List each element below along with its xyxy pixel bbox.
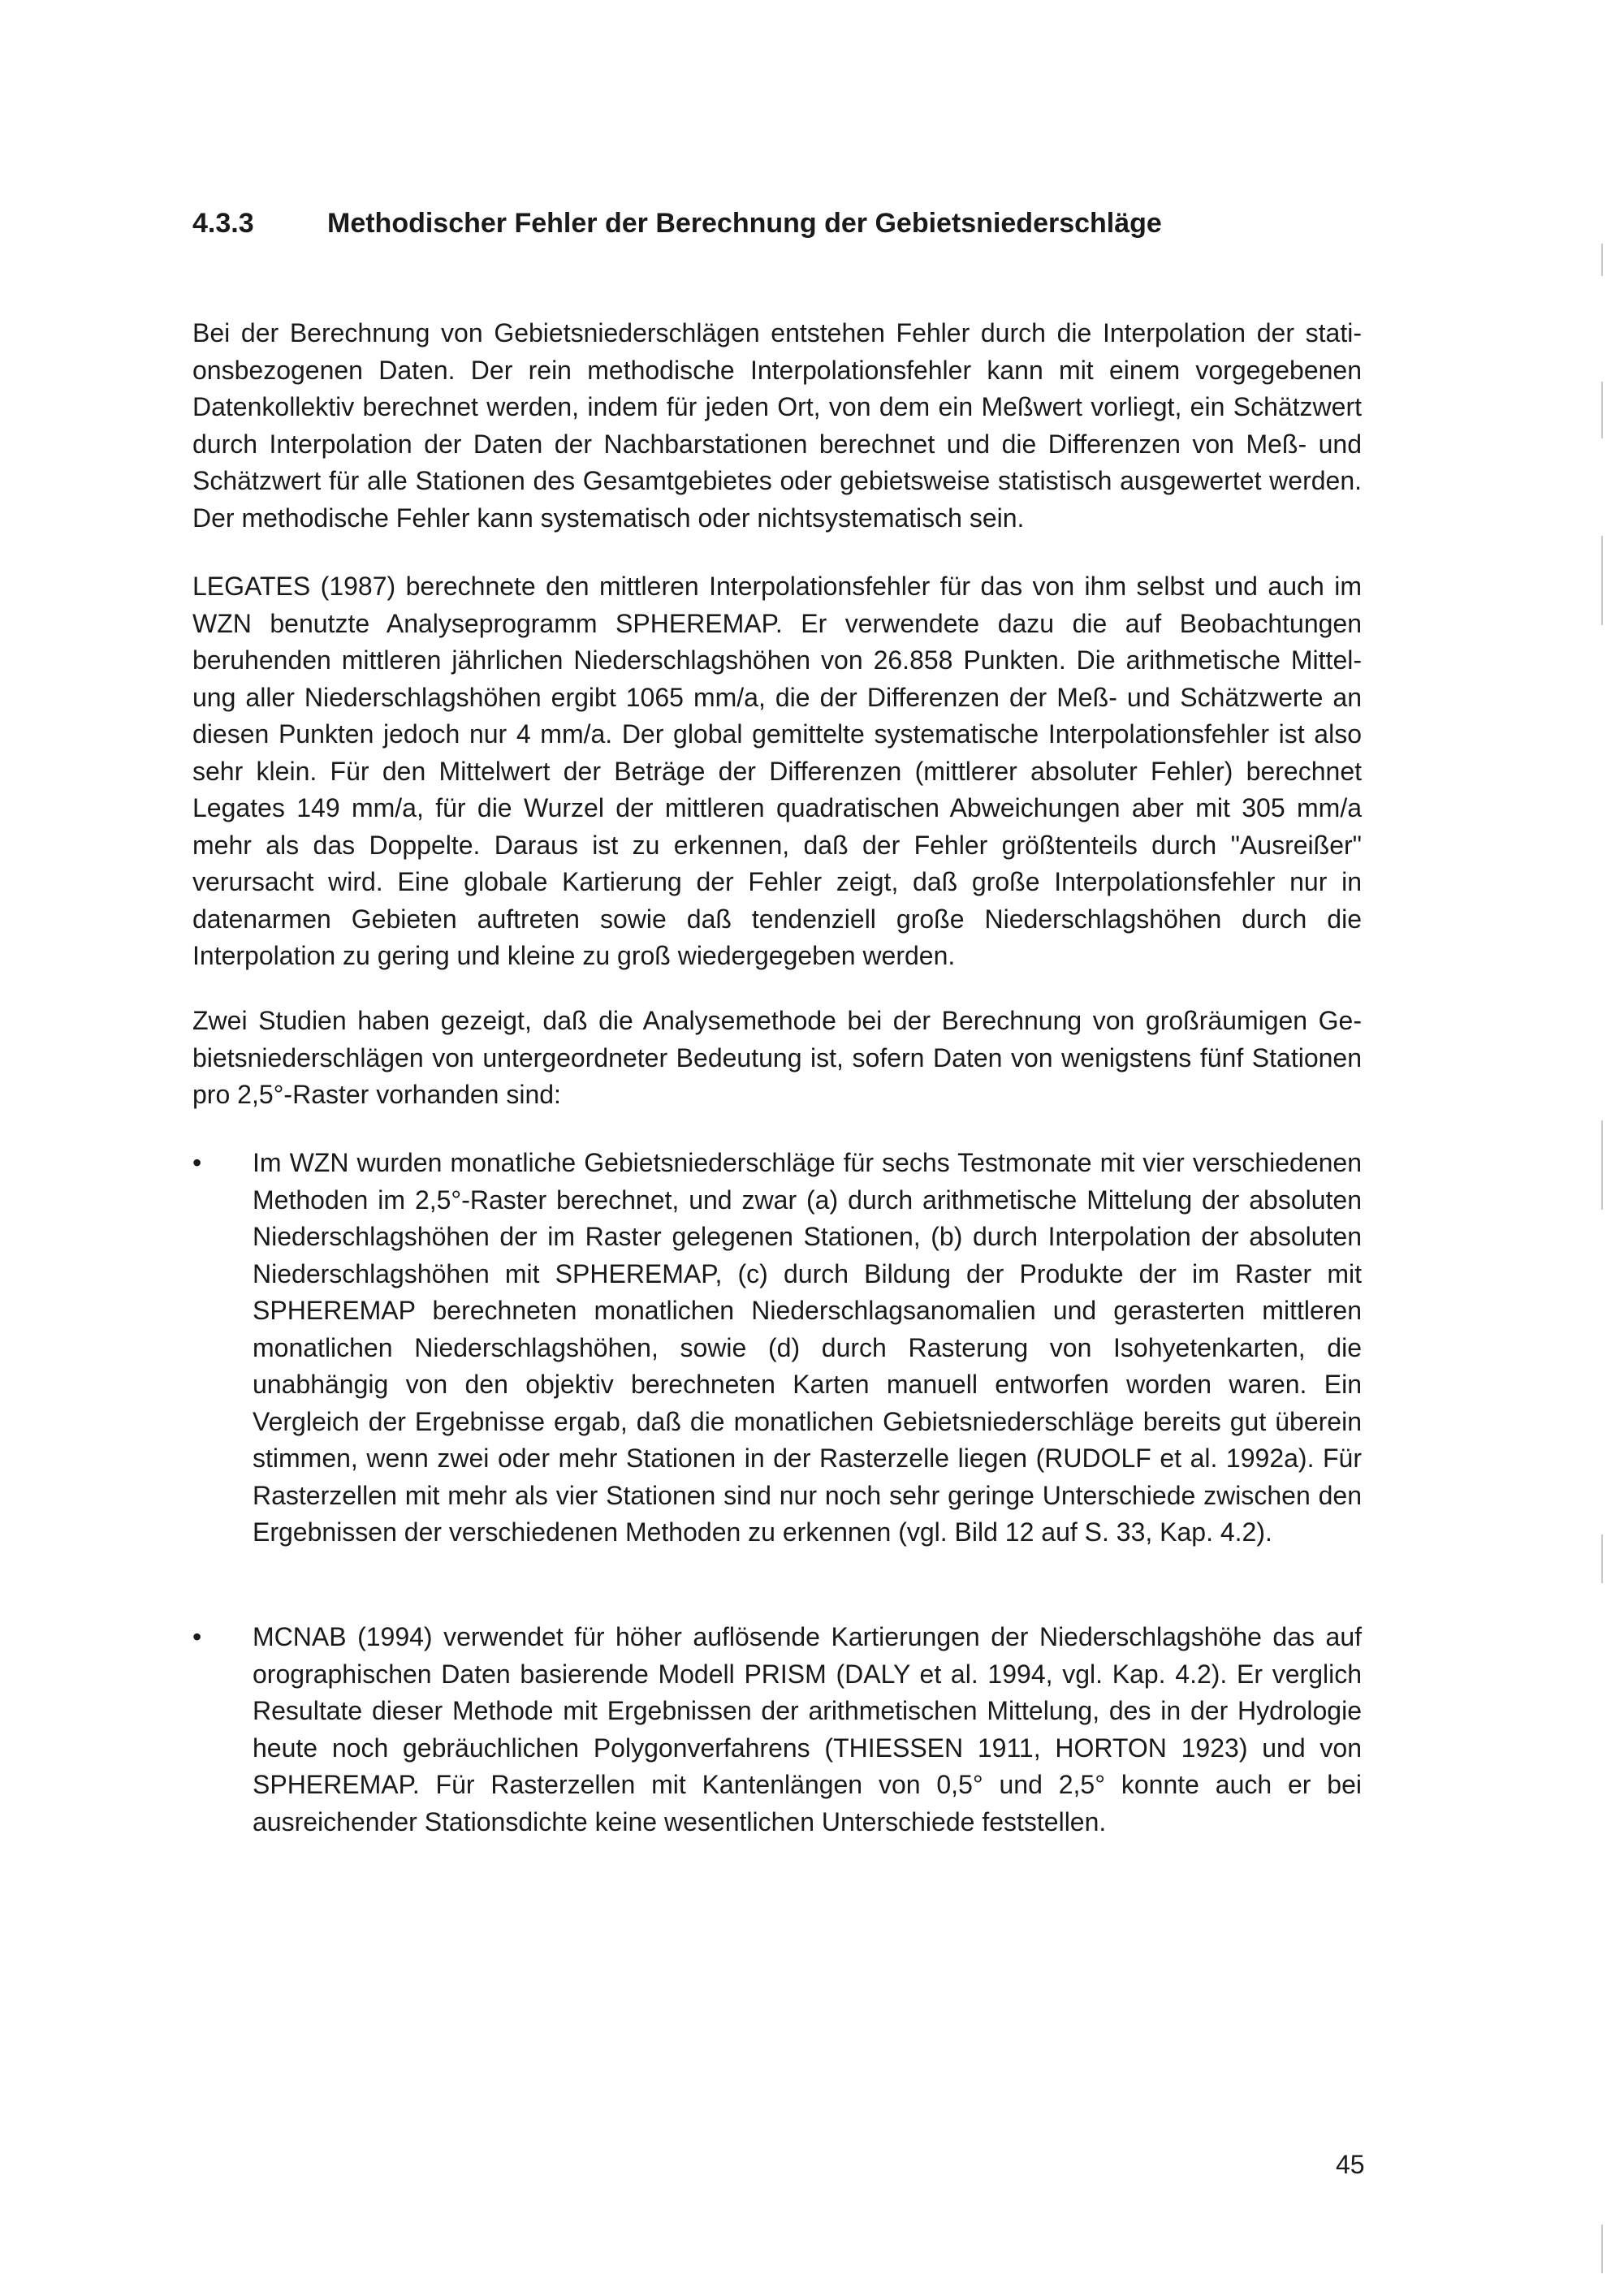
bullet-icon: • [192, 1622, 202, 1651]
scan-margin-mark [1601, 1120, 1603, 1210]
section-number: 4.3.3 [192, 208, 254, 239]
paragraph-legates: LEGATES (1987) berechnete den mittleren Interpolationsfehler für das von ihm selbst und auch im WZN benutzte Analyseprogramm SPHEREMAP. Er verwendete dazu die auf Beobachtungen beruhenden mittleren jährlichen Niederschlagshöhen von 26.858 Punkten. Die arithmetische Mittelung aller Niederschlagshöhen ergibt 1065 mm/a, die der Differenzen der Meß- und Schätzwerte an diesen Punkten jedoch nur 4 mm/a. Der global gemittelte systematische Interpolationsfehler ist also sehr klein. Für den Mittelwert der Beträge der Differenzen (mittlerer absoluter Fehler) berechnet Legates 149 mm/a, für die Wurzel der mittleren quadratischen Abweichungen aber mit 305 mm/a mehr als das Doppelte. Daraus ist zu erkennen, daß der Fehler größtenteils durch "Ausreißer" verursacht wird. Eine globale Kartierung der Fehler zeigt, daß große Interpolationsfehler nur in datenarmen Gebieten auftreten sowie daß tendenziell große Niederschlagshöhen durch die Interpolation zu gering und kleine zu groß wiedergegeben werden. [192, 572, 1362, 970]
bullet-list-mcnab [192, 1619, 1362, 1841]
list-item [192, 1145, 1362, 1552]
bullet-icon: • [192, 1148, 202, 1177]
list-item-text: Im WZN wurden monatliche Gebietsniederschläge für sechs Testmonate mit vier verschiedenen Methoden im 2,5°-Raster berechnet, und zwar (a) durch arithmetische Mittelung der absoluten Niederschlagshöhen der im Raster gelegenen Stationen, (b) durch Interpolation der absoluten Niederschlagshöhen mit SPHEREMAP, (c) durch Bildung der Produkte der im Raster mit SPHEREMAP berechneten monatlichen Niederschlagsanomalien und gerasterten mittleren monatlichen Niederschlagshöhen, sowie (d) durch Rasterung von Isohyetenkarten, die unabhängig von den objektiv berechneten Karten manuell entworfen worden waren. Ein Vergleich der Ergebnisse ergab, daß die monatlichen Gebietsniederschläge bereits gut überein stimmen, wenn zwei oder mehr Stationen in der Rasterzelle liegen (RUDOLF et al. 1992a). Für Rasterzellen mit mehr als vier Stationen sind nur noch sehr geringe Unterschiede zwischen den Ergebnissen der verschiedenen Methoden zu erkennen (vgl. Bild 12 auf S. 33, Kap. 4.2). [253, 1148, 1362, 1547]
scan-margin-mark [1601, 2225, 1603, 2273]
paragraph-intro: Bei der Berechnung von Gebietsniederschlägen entstehen Fehler durch die Interpolation der stationsbezogenen Daten. Der rein methodische Interpolationsfehler kann mit einem vorgegebenen Datenkollektiv berechnet werden, indem für jeden Ort, von dem ein Meßwert vorliegt, ein Schätzwert durch Interpolation der Daten der Nachbarstationen berechnet und die Differenzen von Meß- und Schätzwert für alle Stationen des Gesamtgebietes oder gebietsweise statistisch ausgewertet werden. Der methodische Fehler kann systematisch oder nichtsystematisch sein. [192, 318, 1362, 533]
scan-margin-mark [1601, 244, 1603, 276]
scan-margin-mark [1601, 382, 1603, 438]
section-title: Methodischer Fehler der Berechnung der Gebietsniederschläge [327, 208, 1162, 239]
paragraph-studies: Zwei Studien haben gezeigt, daß die Analysemethode bei der Berechnung von großräumigen Gebietsniederschlägen von untergeordneter Bedeutung ist, sofern Daten von wenigstens fünf Stationen pro 2,5°-Raster vorhanden sind: [192, 1006, 1362, 1109]
section-heading [192, 208, 1162, 240]
scan-margin-mark [1601, 1534, 1603, 1583]
scan-margin-mark [1601, 536, 1603, 625]
list-item-text: MCNAB (1994) verwendet für höher auflösende Kartierungen der Niederschlagshöhe das auf orographischen Daten basierende Modell PRISM (DALY et al. 1994, vgl. Kap. 4.2). Er verglich Resultate dieser Methode mit Ergebnissen der arithmetischen Mittelung, des in der Hydrologie heute noch gebräuchlichen Polygonverfahrens (THIESSEN 1911, HORTON 1923) und von SPHEREMAP. Für Rasterzellen mit Kantenlängen von 0,5° und 2,5° konnte auch er bei ausreichender Stationsdichte keine wesentlichen Unterschiede feststellen. [253, 1622, 1362, 1836]
page-number: 45 [1336, 2150, 1365, 2179]
list-item [192, 1619, 1362, 1841]
bullet-list-wzn [192, 1145, 1362, 1552]
